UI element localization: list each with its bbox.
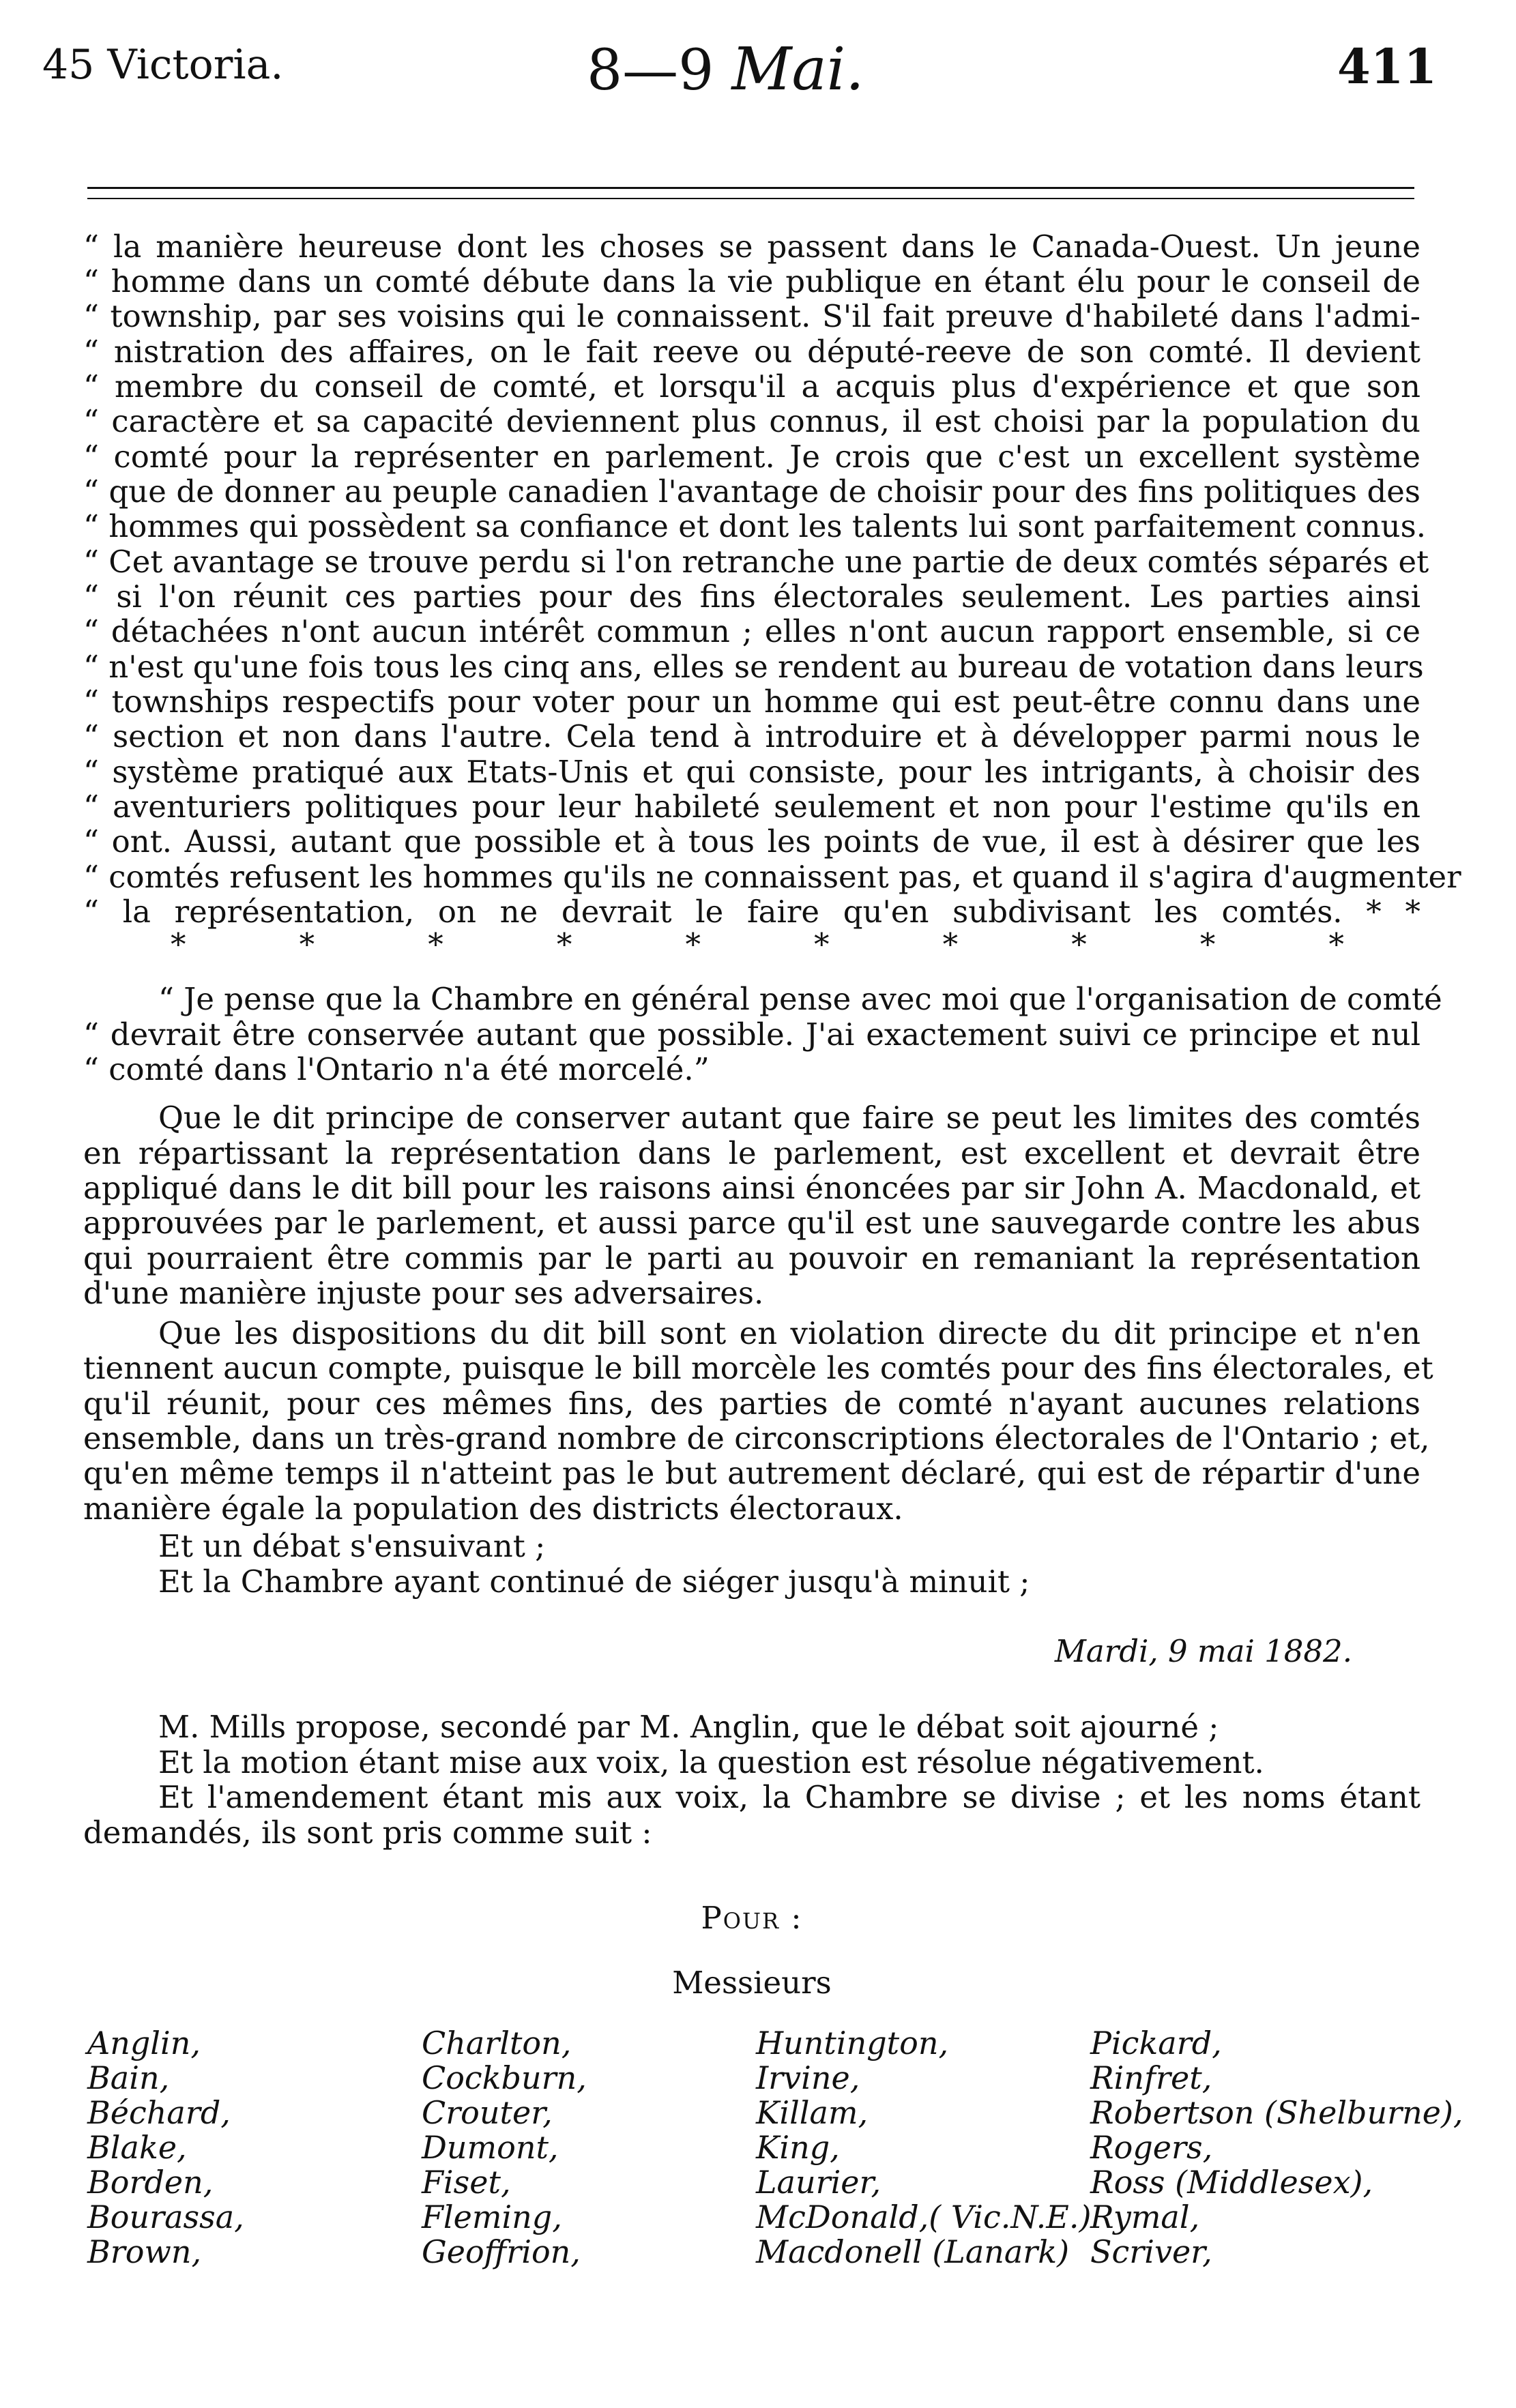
paragraph1-line: d'une manière injuste pour ses adversaires. xyxy=(83,1275,764,1311)
header-rule-top xyxy=(87,187,1414,189)
quote-line: “ Cet avantage se trouve perdu si l'on retranche une partie de deux comtés séparés et xyxy=(83,544,1429,580)
member-name: Charlton, xyxy=(422,2025,572,2061)
quote-line: “ la manière heureuse dont les choses se passent dans le Canada-Ouest. Un jeune xyxy=(83,229,1420,265)
vote-line: Et la motion étant mise aux voix, la question est résolue négativement. xyxy=(158,1744,1264,1780)
amendment-line: Et l'amendement étant mis aux voix, la Chambre se divise ; et les noms étant xyxy=(158,1779,1420,1815)
motion-line: M. Mills propose, secondé par M. Anglin, que le débat soit ajourné ; xyxy=(158,1709,1219,1745)
member-name: Geoffrion, xyxy=(422,2233,581,2270)
quote-line: “ n'est qu'une fois tous les cinq ans, elles se rendent au bureau de votation dans leurs xyxy=(83,649,1424,685)
member-name: McDonald,( Vic.N.E.) xyxy=(756,2199,1092,2235)
paragraph2-line: Que les dispositions du dit bill sont en violation directe du dit principe et n'en xyxy=(158,1315,1420,1351)
member-name: Blake, xyxy=(87,2129,187,2166)
member-name: Anglin, xyxy=(87,2025,201,2061)
quote-line: “ la représentation, on ne devrait le faire qu'en subdivisant les comtés. * * xyxy=(83,894,1420,930)
paragraph1-line: qui pourraient être commis par le parti au pouvoir en remaniant la représentation xyxy=(83,1240,1420,1276)
member-name: Ross (Middlesex), xyxy=(1090,2164,1373,2201)
page-header xyxy=(0,0,1516,184)
member-name: Fiset, xyxy=(422,2164,511,2201)
member-name: Rinfret, xyxy=(1090,2059,1212,2096)
member-name: Laurier, xyxy=(756,2164,881,2201)
paragraph1-line: Que le dit principe de conserver autant que faire se peut les limites des comtés xyxy=(158,1100,1420,1136)
quote-line: “ township, par ses voisins qui le connaissent. S'il fait preuve d'habileté dans l'admi- xyxy=(83,298,1420,334)
header-date xyxy=(587,35,864,104)
member-name: Borden, xyxy=(87,2164,214,2201)
paragraph2-line: qu'en même temps il n'atteint pas le but autrement déclaré, qui est de répartir d'une xyxy=(83,1455,1420,1491)
member-name: Robertson (Shelburne), xyxy=(1090,2094,1463,2131)
header-day-range: 8—9 xyxy=(587,38,714,103)
member-name: Pickard, xyxy=(1090,2025,1222,2061)
quote-line: “ aventuriers politiques pour leur habileté seulement et non pour l'estime qu'ils en xyxy=(83,789,1420,825)
page-number: 411 xyxy=(1337,38,1438,95)
date-line: Mardi, 9 mai 1882. xyxy=(1054,1633,1352,1669)
quote-line: “ que de donner au peuple canadien l'avantage de choisir pour des fins politiques des xyxy=(83,473,1420,510)
member-name: Cockburn, xyxy=(422,2059,587,2096)
header-rule-bottom xyxy=(87,198,1414,199)
debate-line: Et un débat s'ensuivant ; xyxy=(158,1528,546,1564)
paragraph2-line: tiennent aucun compte, puisque le bill morcèle les comtés pour des fins électorales, et xyxy=(83,1350,1433,1386)
member-name: Bain, xyxy=(87,2059,170,2096)
member-name: Dumont, xyxy=(422,2129,559,2166)
member-name: Béchard, xyxy=(87,2094,231,2131)
sitting-line: Et la Chambre ayant continué de siéger jusqu'à minuit ; xyxy=(158,1563,1030,1600)
asterisk-row: * * * * * * * * * * xyxy=(171,926,1344,963)
member-name: Scriver, xyxy=(1090,2233,1212,2270)
member-name: Rogers, xyxy=(1090,2129,1213,2166)
quote-line: “ nistration des affaires, on le fait reeve ou député-reeve de son comté. Il devient xyxy=(83,334,1420,370)
quote-line: “ townships respectifs pour voter pour un homme qui est peut-être connu dans une xyxy=(83,684,1420,720)
paragraph1-line: appliqué dans le dit bill pour les raisons ainsi énoncées par sir John A. Macdonald, et xyxy=(83,1170,1420,1206)
pour-heading: Pour : xyxy=(701,1900,803,1936)
quote-line: “ caractère et sa capacité deviennent plus connus, il est choisi par la population du xyxy=(83,403,1420,439)
member-name: Fleming, xyxy=(422,2199,562,2235)
member-name: Irvine, xyxy=(756,2059,860,2096)
quote-line: “ comté pour la représenter en parlement. Je crois que c'est un excellent système xyxy=(83,439,1420,475)
quote-line: “ détachées n'ont aucun intérêt commun ; elles n'ont aucun rapport ensemble, si ce xyxy=(83,613,1420,649)
header-month: Mai. xyxy=(731,35,864,104)
member-name: King, xyxy=(756,2129,840,2166)
quote2-line: “ Je pense que la Chambre en général pense avec moi que l'organisation de comté xyxy=(158,981,1442,1017)
member-name: Rymal, xyxy=(1090,2199,1200,2235)
quote-line: “ hommes qui possèdent sa confiance et dont les talents lui sont parfaitement connus. xyxy=(83,508,1427,544)
quote-line: “ section et non dans l'autre. Cela tend à introduire et à développer parmi nous le xyxy=(83,718,1420,754)
quote-line: “ homme dans un comté débute dans la vie publique en étant élu pour le conseil de xyxy=(83,263,1420,299)
quote-line: “ membre du conseil de comté, et lorsqu'il a acquis plus d'expérience et que son xyxy=(83,368,1420,405)
member-name: Bourassa, xyxy=(87,2199,244,2235)
member-name: Killam, xyxy=(756,2094,869,2131)
paragraph1-line: en répartissant la représentation dans le parlement, est excellent et devrait être xyxy=(83,1135,1420,1171)
paragraph2-line: manière égale la population des districts électoraux. xyxy=(83,1491,903,1527)
paragraph1-line: approuvées par le parlement, et aussi parce qu'il est une sauvegarde contre les abus xyxy=(83,1205,1420,1241)
quote-line: “ système pratiqué aux Etats-Unis et qui consiste, pour les intrigants, à choisir des xyxy=(83,754,1420,790)
member-name: Brown, xyxy=(87,2233,202,2270)
quote2-line: “ devrait être conservée autant que possible. J'ai exactement suivi ce principe et nul xyxy=(83,1016,1420,1053)
quote-line: “ ont. Aussi, autant que possible et à tous les points de vue, il est à désirer que les xyxy=(83,823,1420,860)
quote2-line: “ comté dans l'Ontario n'a été morcelé.” xyxy=(83,1051,710,1087)
messieurs-heading: Messieurs xyxy=(672,1965,832,2001)
header-session: 45 Victoria. xyxy=(42,41,284,89)
member-name: Crouter, xyxy=(422,2094,553,2131)
member-name: Huntington, xyxy=(756,2025,949,2061)
paragraph2-line: qu'il réunit, pour ces mêmes fins, des parties de comté n'ayant aucunes relations xyxy=(83,1385,1420,1422)
quote-line: “ comtés refusent les hommes qu'ils ne connaissent pas, et quand il s'agira d'augmenter xyxy=(83,859,1461,895)
amendment-line: demandés, ils sont pris comme suit : xyxy=(83,1815,652,1851)
quote-line: “ si l'on réunit ces parties pour des fins électorales seulement. Les parties ainsi xyxy=(83,578,1420,615)
member-name: Macdonell (Lanark) xyxy=(756,2233,1070,2270)
paragraph2-line: ensemble, dans un très-grand nombre de circonscriptions électorales de l'Ontario ; et, xyxy=(83,1420,1430,1456)
